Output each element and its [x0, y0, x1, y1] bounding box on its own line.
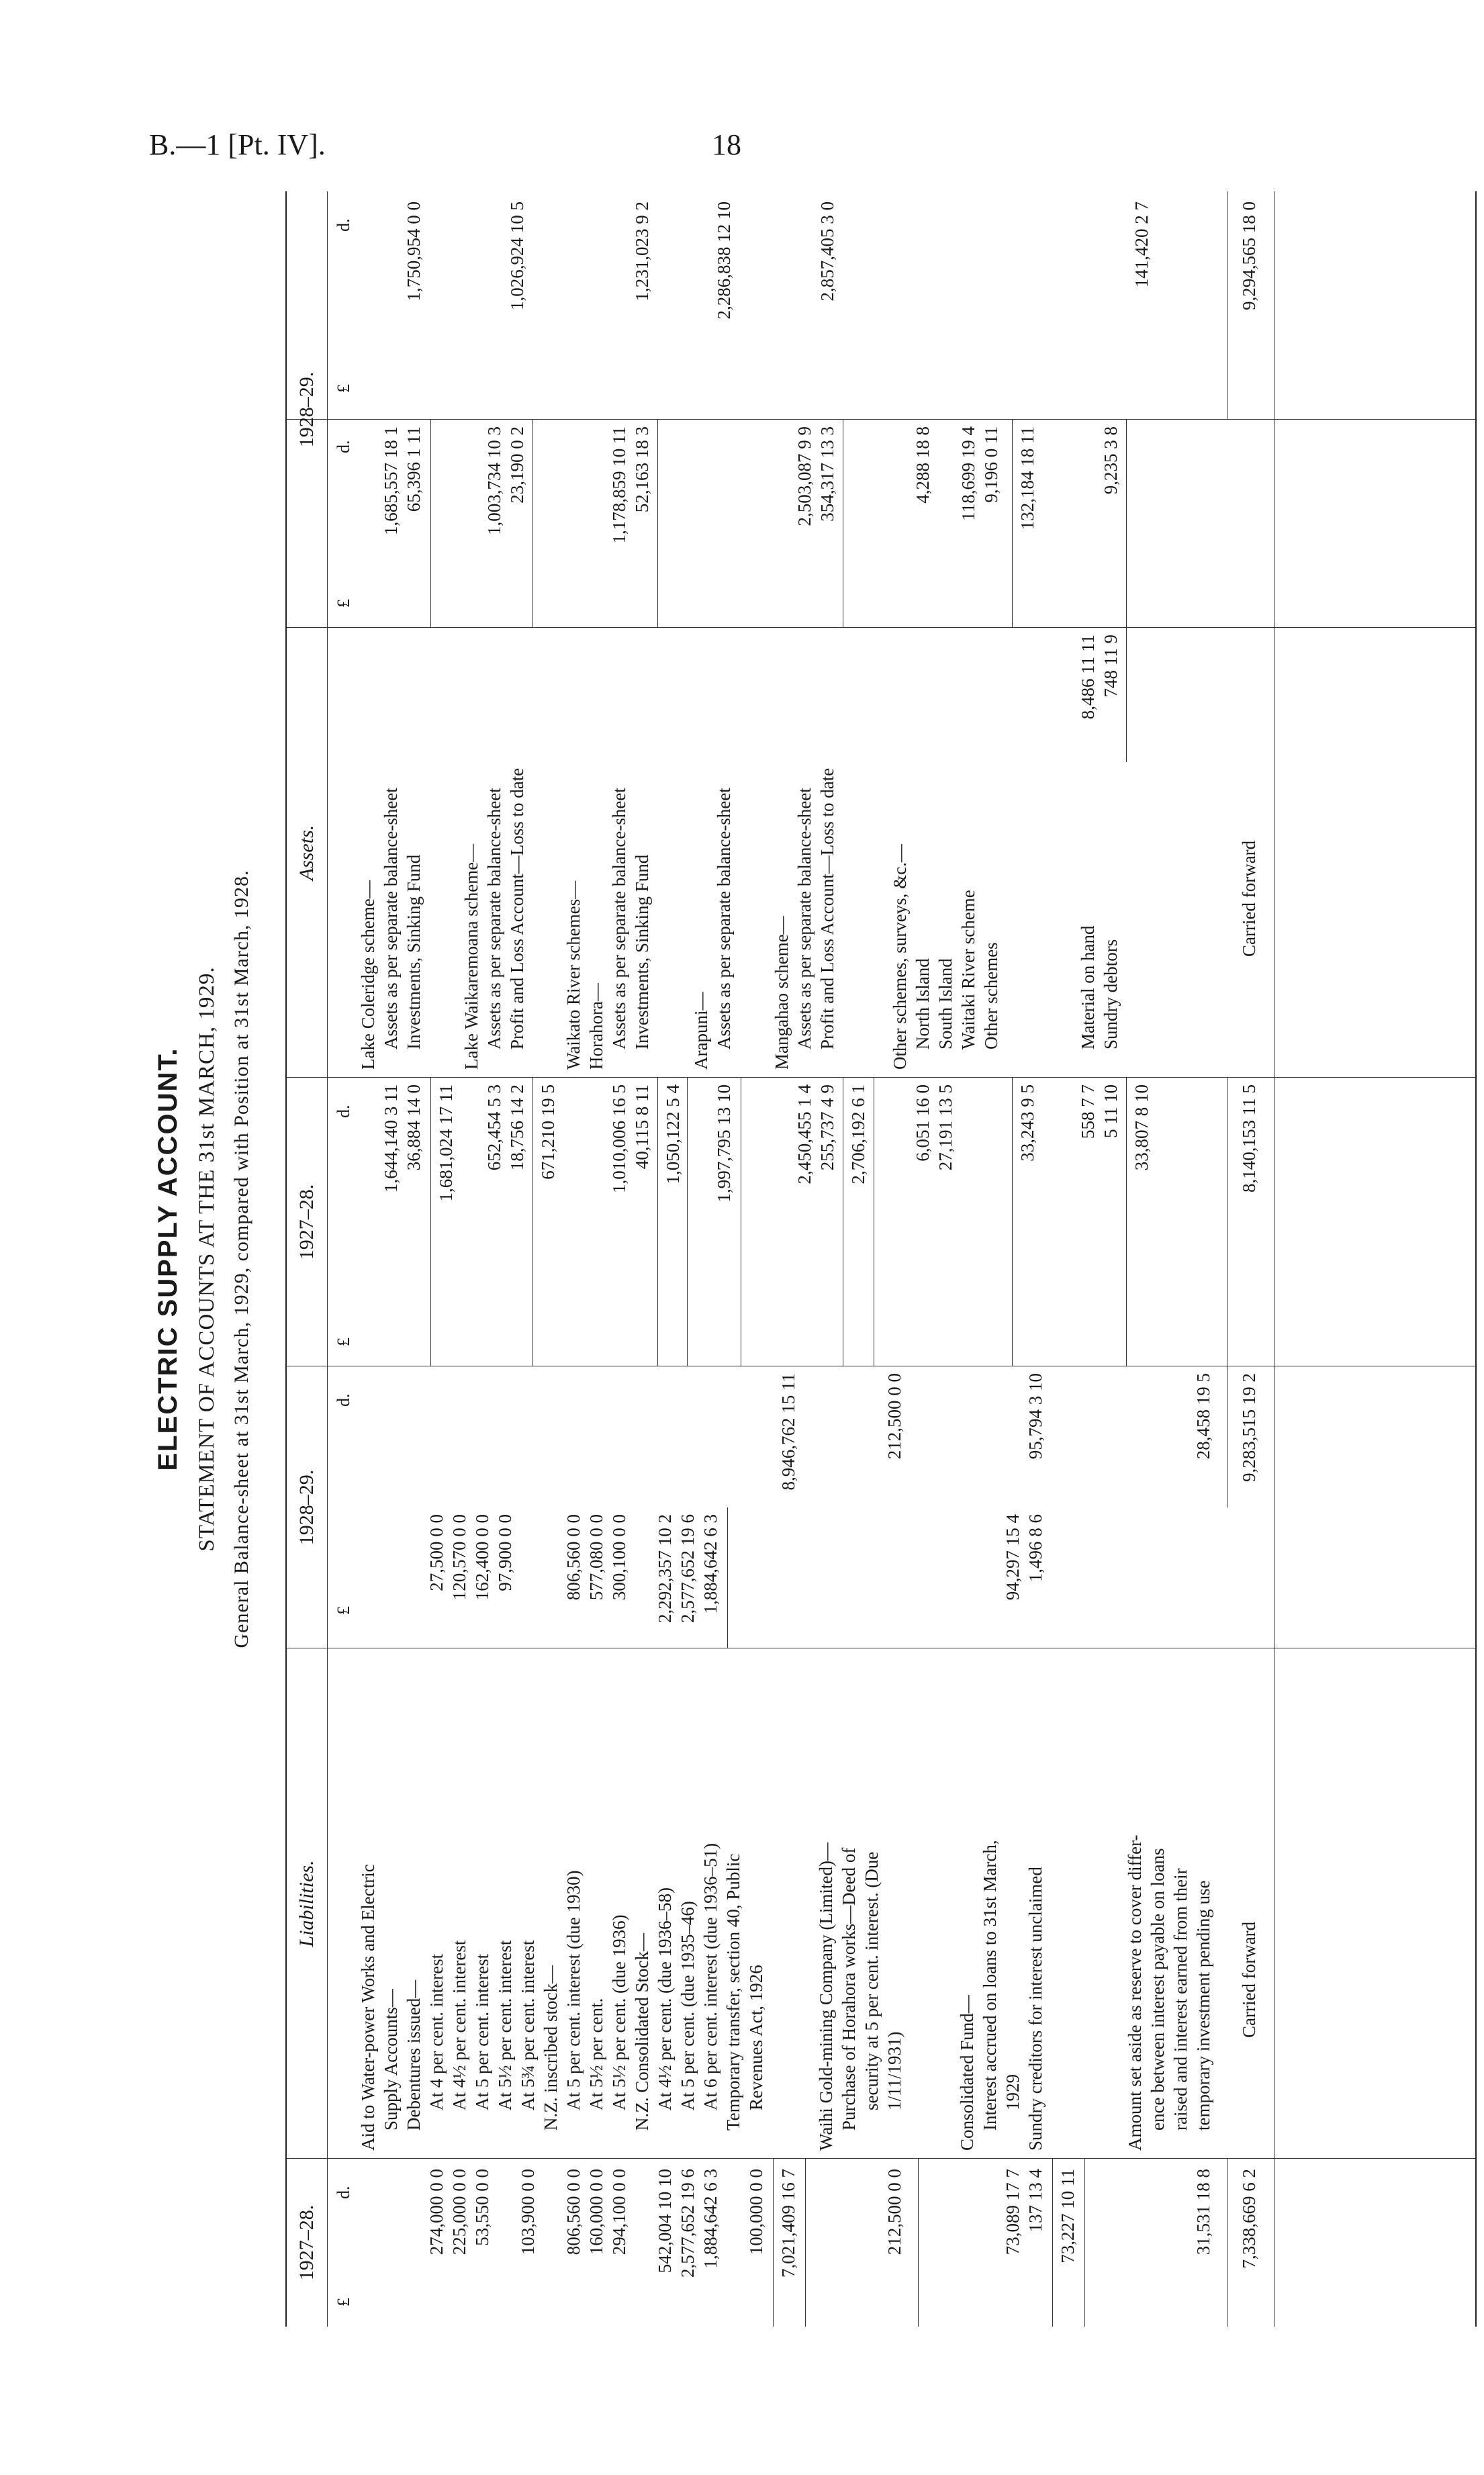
liab-carried-forward: Carried forward — [1239, 1921, 1259, 2038]
asset-other-schemes: Other schemes, surveys, &c.— — [890, 844, 910, 1070]
liab-cons-label: At 4½ per cent. (due 1936–58) — [655, 1887, 675, 2110]
liab-prev-value: 137 13 4 — [1025, 2169, 1046, 2233]
liab-deb-label: At 4 per cent. interest — [426, 1953, 447, 2110]
asset-prev-value: 5 11 10 — [1101, 1084, 1121, 1138]
liab-waihi: 1/11/1931) — [884, 2031, 905, 2110]
liab-cur-value: 577,080 0 0 — [586, 1514, 606, 1601]
asset-prev-subtotal: 33,807 8 10 — [1131, 1084, 1152, 1171]
liab-cur-value: 2,577,652 19 6 — [678, 1514, 698, 1623]
asset-prev-value: 1,997,795 13 10 — [714, 1084, 734, 1203]
asset-prev-value: 36,884 14 0 — [404, 1084, 424, 1171]
asset-prev-subtotal: 1,681,024 17 11 — [436, 1084, 456, 1202]
asset-cur-value: 65,396 1 11 — [404, 426, 424, 512]
liab-cur-value: 162,400 0 0 — [472, 1514, 492, 1601]
asset-prev-subtotal: 671,210 19 5 — [538, 1084, 558, 1180]
title-block — [141, 191, 275, 2327]
header-1928-assets: 1928–29. — [287, 191, 328, 628]
asset-line: Investments, Sinking Fund — [404, 854, 424, 1049]
liab-consolidated: N.Z. Consolidated Stock— — [632, 1933, 652, 2131]
liab-reserve: Amount set aside as reserve to cover differ- — [1125, 1834, 1145, 2151]
header-1927-liabilities: 1927–28. — [287, 2159, 328, 2327]
asset-line: Assets as per separate balance-sheet — [381, 788, 401, 1049]
asset-line: Investments, Sinking Fund — [632, 854, 652, 1049]
unit-sd: d. — [334, 1105, 353, 1118]
asset-prev-value: 652,454 5 3 — [484, 1084, 504, 1171]
liab-ins-label: At 5 per cent. interest (due 1930) — [563, 1870, 584, 2110]
asset-prev-value: 255,737 4 9 — [817, 1084, 837, 1171]
liab-prev-value: 31,531 18 8 — [1193, 2169, 1213, 2255]
unit-pound: £ — [334, 1338, 353, 1346]
liab-prev-value: 100,000 0 0 — [746, 2169, 766, 2255]
asset-cur-value: 9,235 3 8 — [1101, 426, 1121, 495]
liab-waihi: security at 5 per cent. interest. (Due — [862, 1851, 882, 2110]
liab-cur-subtotal: 95,794 3 10 — [1025, 1373, 1046, 1460]
asset-prev-value: 558 7 7 — [1078, 1084, 1098, 1139]
asset-prev-value: 40,115 8 11 — [632, 1084, 652, 1170]
asset-cur-value: 2,503,087 9 9 — [794, 426, 815, 526]
liab-ins-label: At 5½ per cent. (due 1936) — [609, 1914, 629, 2110]
liab-temp: Revenues Act, 1926 — [746, 1965, 766, 2110]
asset-lake-coleridge: Lake Coleridge scheme— — [358, 880, 378, 1070]
asset-cur-value: 1,003,734 10 3 — [484, 426, 504, 535]
liab-supply: Supply Accounts— — [381, 1989, 401, 2131]
liab-cur-value: 27,500 0 0 — [426, 1514, 447, 1591]
liab-prev-value: 542,004 10 10 — [655, 2169, 675, 2274]
asset-cur-total: 1,750,954 0 0 — [404, 201, 424, 301]
liab-prev-value: 53,550 0 0 — [472, 2169, 492, 2246]
asset-line: Assets as per separate balance-sheet — [714, 788, 734, 1049]
liab-waihi: Waihi Gold-mining Company (Limited)— — [816, 1842, 836, 2151]
asset-cur-value: 4,288 18 8 — [913, 426, 933, 504]
liab-reserve: raised and interest earned from their — [1170, 1868, 1191, 2131]
liab-prev-subtotal: 7,021,409 16 7 — [778, 2169, 798, 2278]
document-reference: B.—1 [Pt. IV]. — [149, 128, 326, 161]
liab-cur-value: 120,570 0 0 — [449, 1514, 469, 1601]
liab-prev-value: 73,089 17 7 — [1003, 2169, 1023, 2255]
asset-line: North Island — [913, 958, 933, 1049]
unit-sd: d. — [334, 2186, 353, 2199]
liab-deb-label: At 5 per cent. interest — [472, 1953, 492, 2110]
liab-deb-label: At 5¾ per cent. interest — [518, 1940, 538, 2110]
liab-temp: Temporary transfer, section 40, Public — [723, 1853, 743, 2131]
asset-prev-value: 18,756 14 2 — [507, 1084, 527, 1171]
liab-reserve: ence between interest payable on loans — [1148, 1848, 1168, 2131]
asset-prev-subtotal: 1,050,122 5 4 — [663, 1084, 683, 1184]
asset-cur-total: 2,286,838 12 10 — [714, 201, 734, 320]
asset-cur-total: 141,420 2 7 — [1131, 201, 1152, 288]
asset-line: Waitaki River scheme — [958, 890, 978, 1049]
liab-prev-value: 103,900 0 0 — [518, 2169, 538, 2255]
liab-cons-label: At 6 per cent. interest (due 1936–51) — [700, 1842, 721, 2110]
asset-cur-value: 354,317 13 3 — [817, 426, 837, 522]
asset-cur-value: 23,190 0 2 — [507, 426, 527, 504]
liab-prev-total: 7,338,669 6 2 — [1239, 2169, 1259, 2269]
unit-pound: £ — [334, 2298, 353, 2306]
liab-cur-value: 97,900 0 0 — [495, 1514, 515, 1591]
liab-deb-label: At 4½ per cent. interest — [449, 1940, 469, 2110]
asset-prev-value: 27,191 13 5 — [935, 1084, 956, 1171]
asset-prev-value: 1,644,140 3 11 — [381, 1084, 401, 1193]
asset-cur-subtotal: 132,184 18 11 — [1017, 426, 1037, 530]
liab-sundry: Sundry creditors for interest unclaimed — [1025, 1867, 1046, 2151]
liab-prev-value: 1,884,642 6 3 — [700, 2169, 721, 2269]
header-1928-liabilities: 1928–29. — [287, 1366, 328, 1648]
asset-line: Assets as per separate balance-sheet — [484, 788, 504, 1049]
liab-cur-value: 806,560 0 0 — [563, 1514, 584, 1601]
asset-prev-total: 8,140,153 11 5 — [1239, 1084, 1259, 1193]
liab-prev-value: 212,500 0 0 — [884, 2169, 905, 2255]
asset-cur-value: 118,699 19 4 — [958, 426, 978, 521]
liab-cur-value: 300,100 0 0 — [609, 1514, 629, 1601]
header-1927-assets: 1927–28. — [287, 1078, 328, 1366]
asset-line: Assets as per separate balance-sheet — [609, 788, 629, 1049]
unit-sd: d. — [334, 440, 353, 453]
asset-cur-total: 2,857,405 3 0 — [817, 201, 837, 301]
liab-cur-value: 2,292,357 10 2 — [655, 1514, 675, 1623]
liab-cur-value: 94,297 15 4 — [1003, 1514, 1023, 1601]
asset-prev-value: 1,010,006 16 5 — [609, 1084, 629, 1193]
liab-waihi: Purchase of Horahora works—Deed of — [839, 1847, 859, 2131]
liab-deb-label: At 5½ per cent. interest — [495, 1940, 515, 2110]
header-liabilities: Liabilities. — [287, 1648, 328, 2159]
liab-cur-value: 1,496 8 6 — [1025, 1514, 1046, 1583]
asset-material: Material on hand — [1078, 925, 1098, 1049]
asset-line: Profit and Loss Account—Loss to date — [507, 767, 527, 1049]
liab-cur-total: 9,283,515 19 2 — [1239, 1373, 1259, 1482]
liab-prev-value: 274,000 0 0 — [426, 2169, 447, 2255]
asset-cur-value: 52,163 18 3 — [632, 426, 652, 513]
asset-cur-value: 1,178,859 10 11 — [609, 426, 629, 544]
unit-pound: £ — [334, 599, 353, 608]
asset-inner-value: 8,486 11 11 — [1078, 635, 1098, 720]
asset-prev-value: 2,450,455 1 4 — [794, 1084, 815, 1184]
liab-prev-subtotal: 73,227 10 11 — [1058, 2169, 1078, 2263]
asset-inner-value: 748 11 9 — [1101, 635, 1121, 698]
liab-inscribed: N.Z. inscribed stock— — [541, 1965, 561, 2131]
main-title: ELECTRIC SUPPLY ACCOUNT. — [153, 1047, 183, 1471]
balance-sheet — [141, 191, 1477, 2327]
liab-debentures: Debentures issued— — [404, 1979, 424, 2131]
statement-title: STATEMENT OF ACCOUNTS AT THE 31st MARCH, 1929. — [195, 966, 219, 1552]
asset-mangahao: Mangahao scheme— — [772, 916, 792, 1070]
asset-cur-grand-total: 9,294,565 18 0 — [1239, 201, 1259, 310]
asset-arapuni: Arapuni— — [691, 992, 711, 1070]
liab-cf: Interest accrued on loans to 31st March, — [980, 1840, 1000, 2131]
page-number: 18 — [712, 128, 741, 161]
asset-carried-forward: Carried forward — [1239, 840, 1259, 957]
asset-lake-waikaremoana: Lake Waikaremoana scheme— — [461, 843, 481, 1070]
asset-cur-total: 1,026,924 10 5 — [507, 201, 527, 310]
unit-sd: d. — [334, 1393, 353, 1407]
liab-cur-subtotal: 8,946,762 15 11 — [778, 1373, 798, 1491]
liab-prev-value: 2,577,652 19 6 — [678, 2169, 698, 2278]
liab-prev-value: 294,100 0 0 — [609, 2169, 629, 2255]
accounts-table — [285, 191, 1477, 2327]
liab-ins-label: At 5½ per cent. — [586, 1998, 606, 2110]
asset-cur-total: 1,231,023 9 2 — [632, 201, 652, 301]
liab-prev-value: 225,000 0 0 — [449, 2169, 469, 2255]
liab-prev-value: 160,000 0 0 — [586, 2169, 606, 2255]
liab-cur-value: 212,500 0 0 — [884, 1373, 905, 1460]
unit-pound: £ — [334, 1606, 353, 1615]
asset-cur-value: 1,685,557 18 1 — [381, 426, 401, 535]
asset-line: Other schemes — [981, 942, 1001, 1049]
asset-prev-subtotal: 33,243 9 5 — [1017, 1084, 1037, 1162]
asset-waikato: Waikato River schemes— — [563, 880, 584, 1070]
asset-sundry-debtors: Sundry debtors — [1101, 939, 1121, 1049]
asset-prev-value: 6,051 16 0 — [913, 1084, 933, 1162]
liab-prev-value: 806,560 0 0 — [563, 2169, 584, 2255]
asset-cur-value: 9,196 0 11 — [981, 426, 1001, 503]
liab-cur-value: 28,458 19 5 — [1193, 1373, 1213, 1460]
asset-line: Assets as per separate balance-sheet — [794, 788, 815, 1049]
asset-line: South Island — [935, 958, 956, 1049]
subtitle: General Balance-sheet at 31st March, 1929, compared with Position at 31st March, 1928. — [230, 870, 252, 1648]
liab-cur-value: 1,884,642 6 3 — [700, 1514, 721, 1614]
unit-sd: d. — [334, 218, 353, 232]
asset-line: Profit and Loss Account—Loss to date — [817, 767, 837, 1049]
header-assets: Assets. — [287, 628, 328, 1078]
liab-cons-label: At 5 per cent. (due 1935–46) — [678, 1901, 698, 2110]
asset-horahora: Horahora— — [586, 983, 606, 1070]
unit-pound: £ — [334, 384, 353, 393]
asset-prev-subtotal: 2,706,192 6 1 — [848, 1084, 868, 1184]
liab-cf: 1929 — [1003, 2074, 1023, 2110]
liab-cf: Consolidated Fund— — [957, 1995, 977, 2151]
liab-aid: Aid to Water-power Works and Electric — [358, 1864, 378, 2151]
liab-reserve: temporary investment pending use — [1193, 1880, 1213, 2131]
